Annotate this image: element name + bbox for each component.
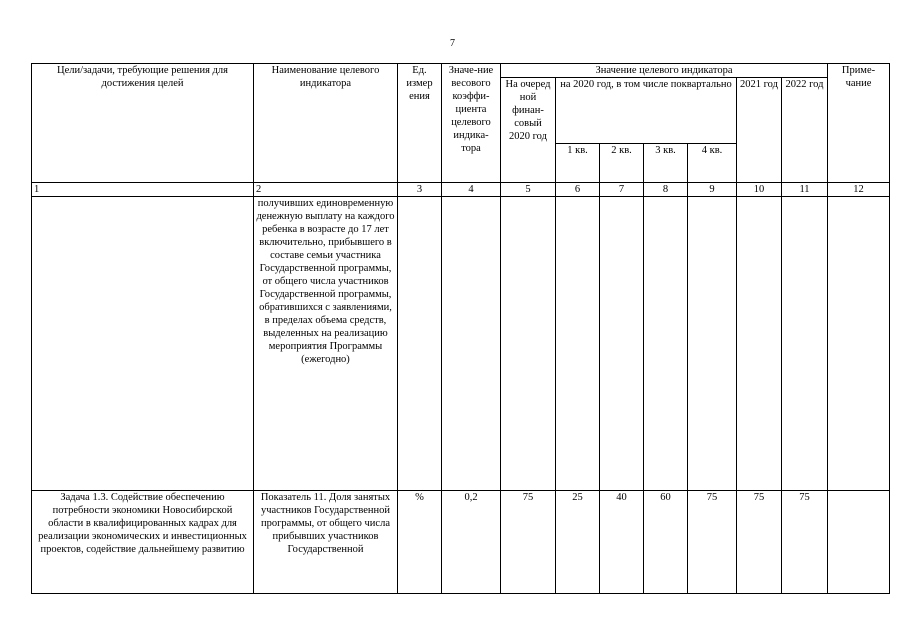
cell-note xyxy=(828,491,890,594)
column-number: 2 xyxy=(254,183,398,197)
column-number-row xyxy=(32,183,890,197)
cell-unit: % xyxy=(398,491,442,594)
table-row xyxy=(32,197,890,491)
cell-2021: 75 xyxy=(737,491,782,594)
header-q2: 2 кв. xyxy=(600,144,644,183)
column-number: 7 xyxy=(600,183,644,197)
cell-unit xyxy=(398,197,442,491)
cell-goal: Задача 1.3. Содействие обеспечению потребности экономики Новосибирской области в квалифицированных кадрах для реализации экономических и инвестиционных проектов, содействие дальнейшему развитию xyxy=(32,491,254,594)
cell-q1 xyxy=(556,197,600,491)
cell-q4 xyxy=(688,197,737,491)
column-number: 4 xyxy=(442,183,501,197)
cell-2021 xyxy=(737,197,782,491)
column-number: 9 xyxy=(688,183,737,197)
column-number: 12 xyxy=(828,183,890,197)
header-note: Приме-чание xyxy=(828,64,890,183)
header-year-2020: на 2020 год, в том числе поквартально xyxy=(556,78,737,144)
column-number: 8 xyxy=(644,183,688,197)
page-number: 7 xyxy=(450,38,455,49)
cell-weight: 0,2 xyxy=(442,491,501,594)
cell-planned: 75 xyxy=(501,491,556,594)
column-number: 3 xyxy=(398,183,442,197)
header-weight: Значе-ние весового коэффи-циента целевого индика-тора xyxy=(442,64,501,183)
cell-q1: 25 xyxy=(556,491,600,594)
header-q3: 3 кв. xyxy=(644,144,688,183)
column-number: 1 xyxy=(32,183,254,197)
cell-indicator: Показатель 11. Доля занятых участников Государственной программы, от общего числа прибывших участников Государственной xyxy=(254,491,398,594)
header-2022: 2022 год xyxy=(782,78,828,183)
indicators-table xyxy=(31,63,890,594)
cell-q2: 40 xyxy=(600,491,644,594)
header-planned: На очеред ной финан-совый 2020 год xyxy=(501,78,556,183)
header-q1: 1 кв. xyxy=(556,144,600,183)
cell-q4: 75 xyxy=(688,491,737,594)
table-row xyxy=(32,491,890,594)
cell-q2 xyxy=(600,197,644,491)
column-number: 10 xyxy=(737,183,782,197)
cell-note xyxy=(828,197,890,491)
header-row-1 xyxy=(32,64,890,78)
header-q4: 4 кв. xyxy=(688,144,737,183)
column-number: 11 xyxy=(782,183,828,197)
column-number: 5 xyxy=(501,183,556,197)
header-2021: 2021 год xyxy=(737,78,782,183)
cell-2022: 75 xyxy=(782,491,828,594)
cell-goal xyxy=(32,197,254,491)
cell-2022 xyxy=(782,197,828,491)
cell-weight xyxy=(442,197,501,491)
cell-q3 xyxy=(644,197,688,491)
header-goals: Цели/задачи, требующие решения для достижения целей xyxy=(32,64,254,183)
header-indicator-name: Наименование целевого индикатора xyxy=(254,64,398,183)
header-unit: Ед. измер ения xyxy=(398,64,442,183)
cell-planned xyxy=(501,197,556,491)
cell-indicator: получивших единовременную денежную выплату на каждого ребенка в возрасте до 17 лет включительно, прибывшего в составе семьи участника Государственной программы, от общего числа участников Государственной программы, обратившихся с заявлениями, в пределах объема средств, выделенных на реализацию мероприятия Программы (ежегодно) xyxy=(254,197,398,491)
header-value-group: Значение целевого индикатора xyxy=(501,64,828,78)
column-number: 6 xyxy=(556,183,600,197)
cell-q3: 60 xyxy=(644,491,688,594)
